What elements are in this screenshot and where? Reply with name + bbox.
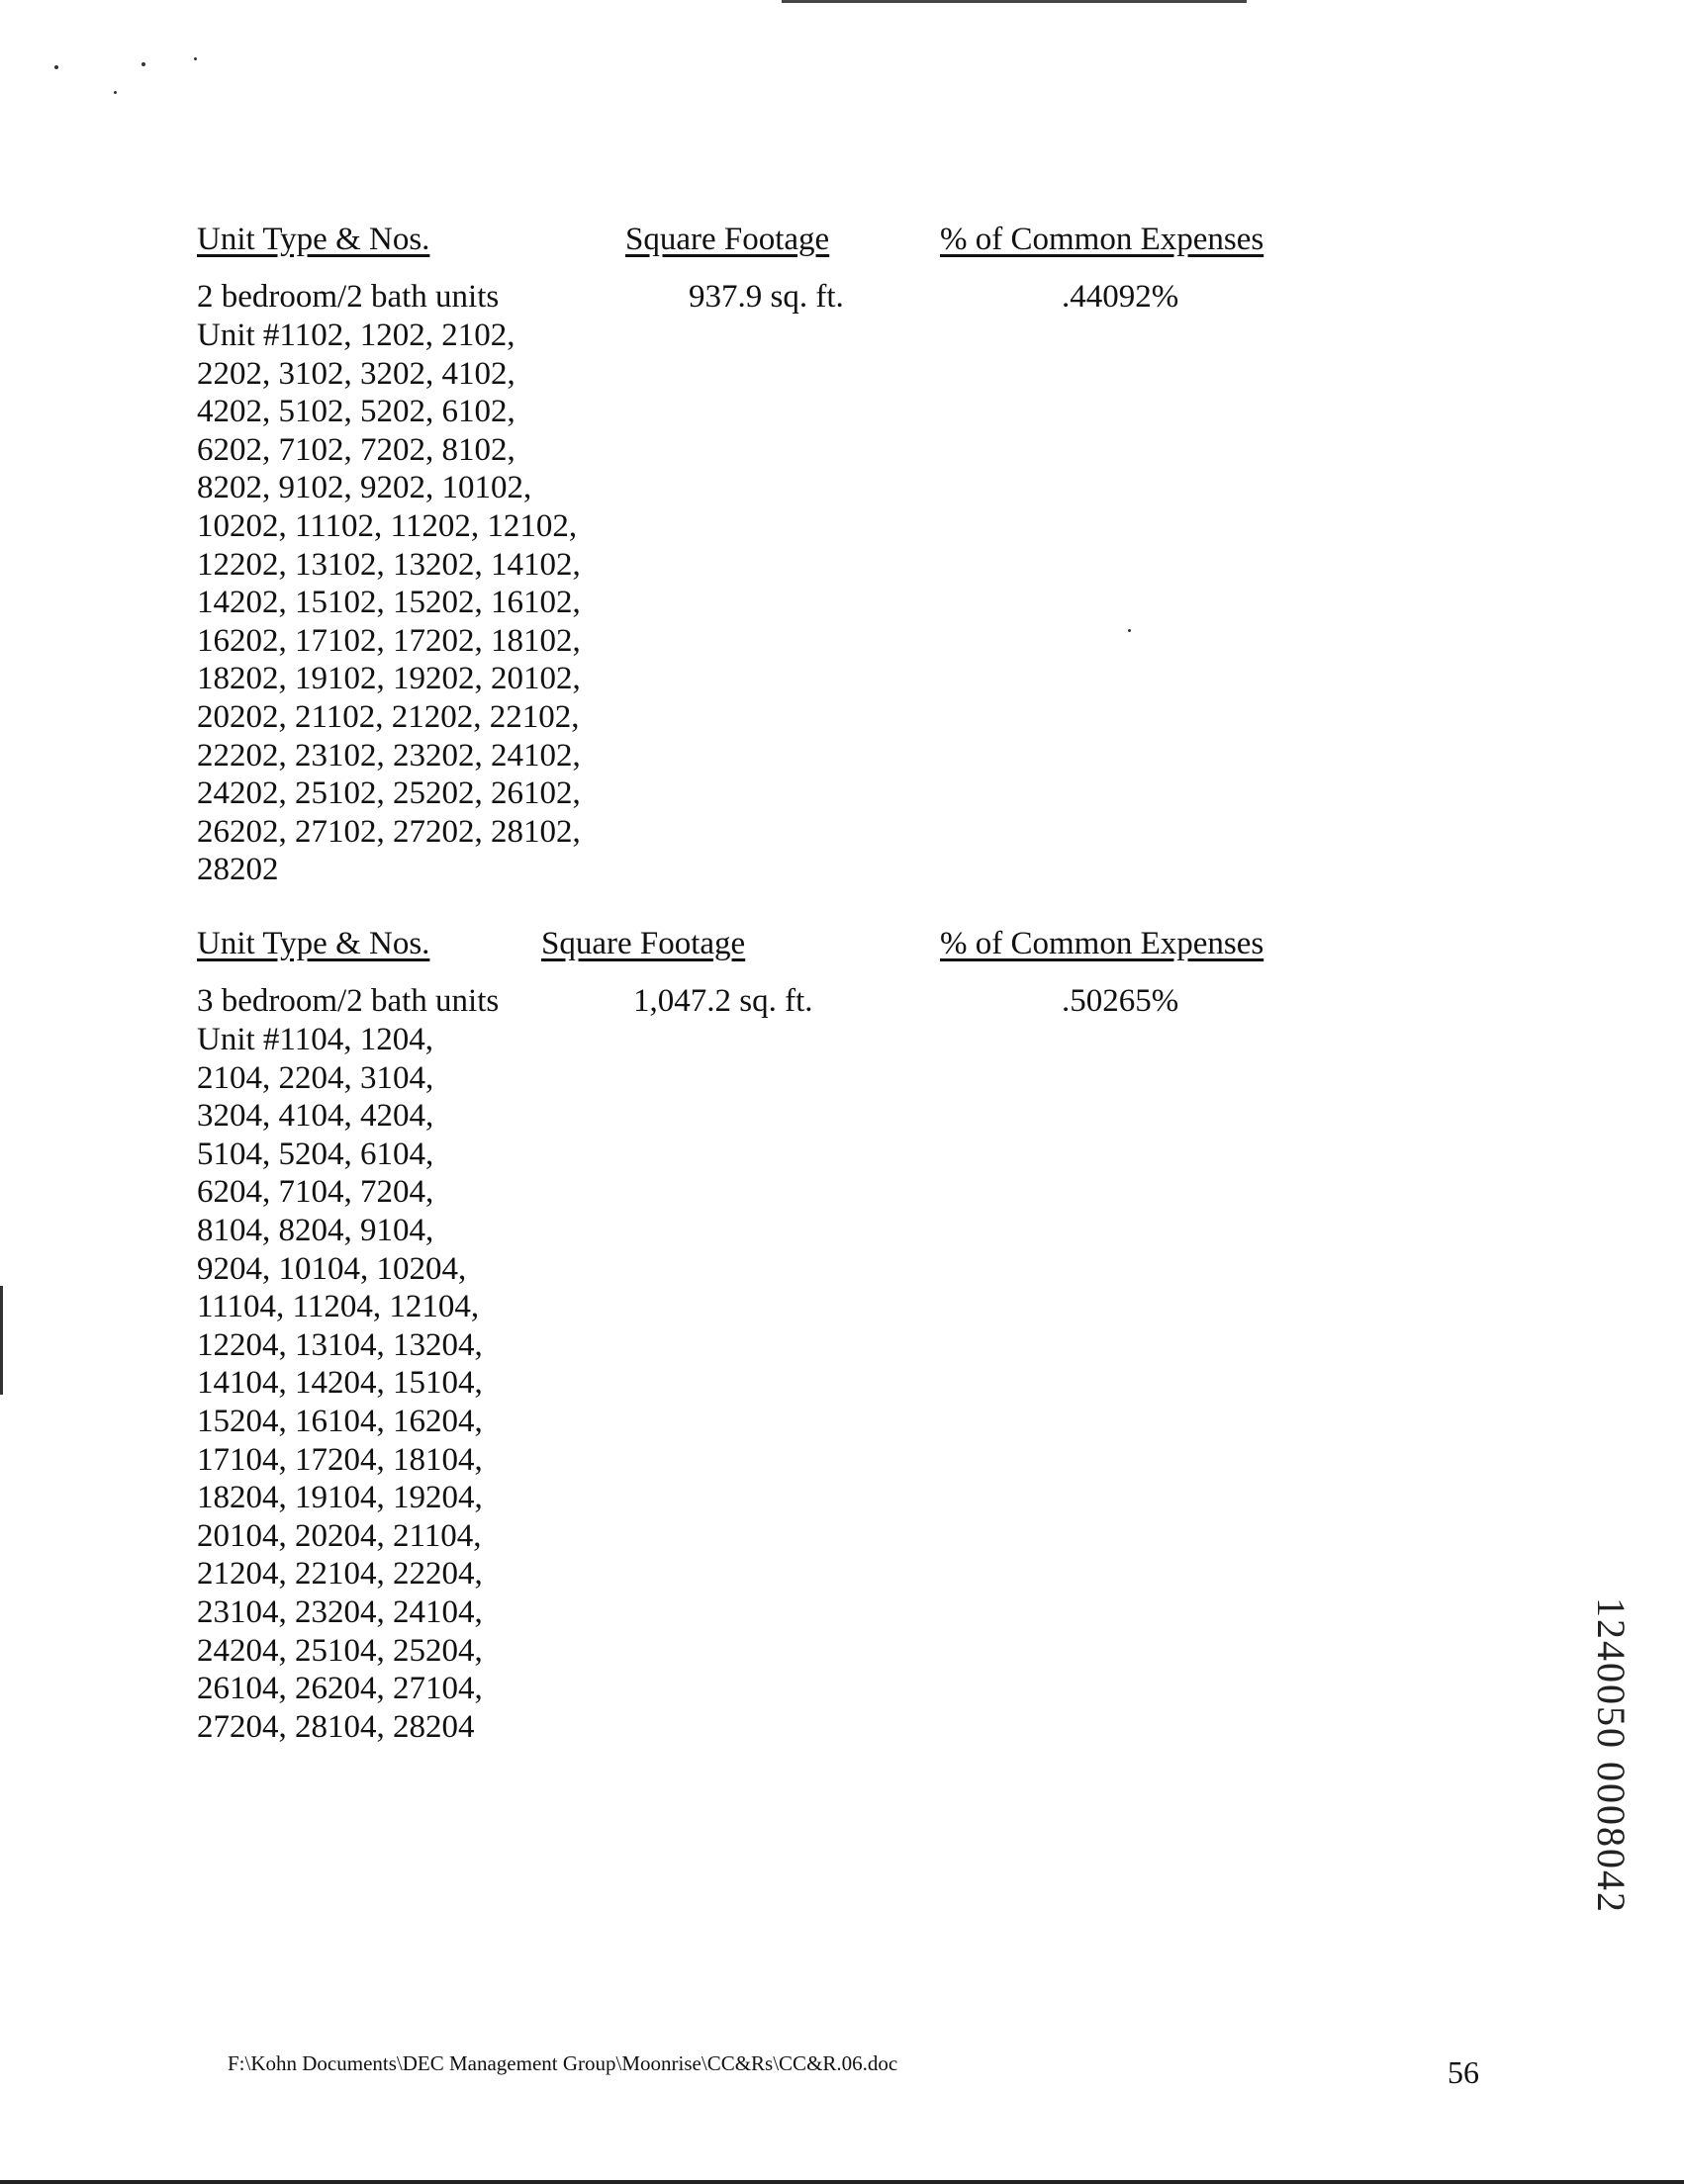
unit-numbers-line: 10202, 11102, 11202, 12102, [197,507,578,544]
unit-numbers-line: 14202, 15102, 15202, 16102, [197,585,581,621]
unit-numbers-line: 5104, 5204, 6104, [197,1136,434,1172]
scan-speck [194,57,197,60]
unit-numbers-line: 18202, 19102, 19202, 20102, [197,661,581,697]
unit-numbers-line: 3204, 4104, 4204, [197,1098,434,1135]
unit-numbers-line: 18204, 19104, 19204, [197,1480,483,1516]
unit-numbers-line: 6204, 7104, 7204, [197,1174,434,1211]
unit-numbers-line: 8104, 8204, 9104, [197,1212,434,1248]
unit-numbers-line: 20202, 21102, 21202, 22102, [197,698,580,735]
unit-numbers-line: 28202 [197,852,279,888]
scan-speck [141,62,145,66]
scan-speck [114,91,117,94]
unit-numbers-line: 22202, 23102, 23202, 24102, [197,737,581,774]
unit-type-header: Unit Type & Nos. [197,222,430,257]
unit-numbers-line: 27204, 28104, 28204 [197,1708,475,1745]
common-expenses-value: .50265% [1062,983,1179,1019]
unit-numbers-list [197,1021,483,1746]
unit-numbers-line: 15204, 16104, 16204, [197,1403,483,1439]
unit-numbers-line: 26104, 26204, 27104, [197,1671,483,1707]
scan-edge-mark [0,1286,3,1395]
unit-numbers-list [197,317,581,889]
footer-file-path: F:\Kohn Documents\DEC Management Group\Moonrise\CC&Rs\CC&R.06.doc [228,2051,898,2075]
common-expenses-value: .44092% [1062,279,1179,315]
unit-numbers-line: 2104, 2204, 3104, [197,1059,434,1096]
unit-numbers-line: 4202, 5102, 5202, 6102, [197,394,515,430]
square-footage-value: 1,047.2 sq. ft. [633,983,813,1019]
scan-speck [1128,629,1131,632]
unit-numbers-line: 21204, 22104, 22204, [197,1556,483,1592]
unit-numbers-line: 26202, 27102, 27202, 28102, [197,813,581,850]
unit-numbers-line: 24204, 25104, 25204, [197,1632,483,1669]
unit-type-header: Unit Type & Nos. [197,926,430,961]
unit-description: 3 bedroom/2 bath units [197,983,500,1019]
scan-bottom-line [0,2180,1684,2184]
unit-numbers-line: 12202, 13102, 13202, 14102, [197,546,581,583]
scan-top-line [782,0,1247,3]
unit-numbers-line: 16202, 17102, 17202, 18102, [197,622,581,659]
common-expenses-header: % of Common Expenses [940,222,1264,257]
square-footage-header: Square Footage [541,926,746,961]
unit-numbers-line: 9204, 10104, 10204, [197,1250,467,1287]
unit-numbers-line: 11104, 11204, 12104, [197,1289,480,1325]
unit-numbers-line: 24202, 25102, 25202, 26102, [197,775,581,812]
unit-description: 2 bedroom/2 bath units [197,279,500,315]
unit-numbers-line: Unit #1104, 1204, [197,1022,433,1057]
unit-numbers-line: 8202, 9102, 9202, 10102, [197,470,532,506]
unit-numbers-line: 12204, 13104, 13204, [197,1326,483,1363]
unit-numbers-line: 17104, 17204, 18104, [197,1441,483,1478]
common-expenses-header: % of Common Expenses [940,926,1264,961]
unit-numbers-line: 2202, 3102, 3202, 4102, [197,355,515,392]
bates-stamp: 1240050 0008042 [1589,1597,1634,1914]
unit-numbers-line: 6202, 7102, 7202, 8102, [197,431,515,468]
unit-numbers-line: 20104, 20204, 21104, [197,1517,482,1554]
unit-numbers-line: 14104, 14204, 15104, [197,1365,483,1402]
page-number: 56 [1448,2054,1479,2090]
scan-speck [54,65,58,69]
unit-numbers-line: 23104, 23204, 24104, [197,1593,483,1630]
unit-numbers-line: Unit #1102, 1202, 2102, [197,318,515,353]
square-footage-header: Square Footage [625,222,830,257]
square-footage-value: 937.9 sq. ft. [689,279,844,315]
